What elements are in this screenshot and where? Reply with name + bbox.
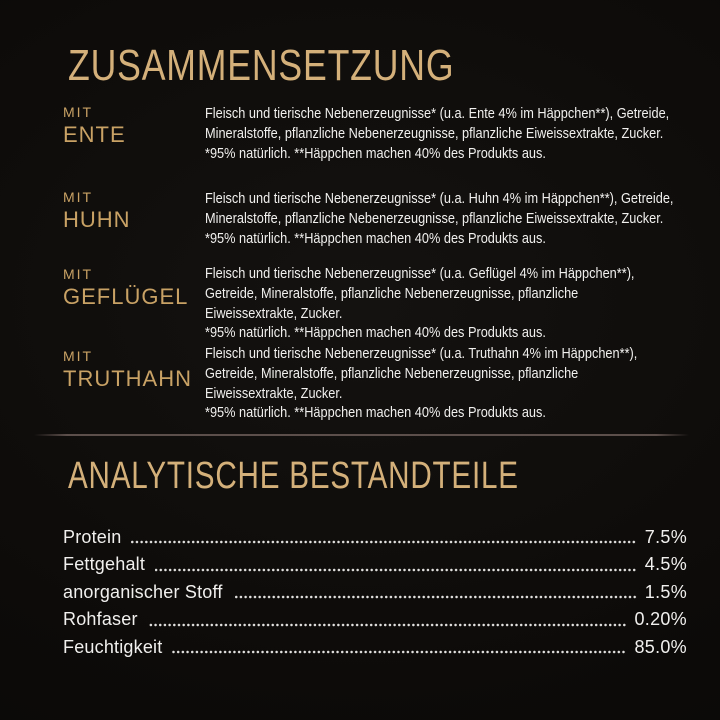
analysis-value: 4.5% xyxy=(644,554,687,575)
analysis-row xyxy=(63,551,687,578)
ingredients-line: Fleisch und tierische Nebenerzeugnisse* (u.a. Geflügel 4% im Häppchen**), xyxy=(205,265,635,282)
ingredients-line: Eiweissextrakte, Zucker. xyxy=(205,304,343,322)
analysis-row xyxy=(63,634,687,661)
ingredients-line: Fleisch und tierische Nebenerzeugnisse* (u.a. Ente 4% im Häppchen**), Getreide, xyxy=(205,105,670,122)
dot-leader xyxy=(131,539,636,551)
analysis-label: Fettgehalt xyxy=(63,554,146,575)
section-ingredients-truthahn xyxy=(205,344,698,423)
analysis-row xyxy=(63,524,687,551)
dot-leader xyxy=(148,622,627,634)
analysis-label: Protein xyxy=(63,527,122,547)
dot-leader xyxy=(233,594,637,606)
section-label-huhn xyxy=(63,190,131,232)
ingredients-footnote: *95% natürlich. **Häppchen machen 40% des Produkts aus. xyxy=(205,229,546,247)
dot-leader xyxy=(155,567,637,579)
ingredients-line: Fleisch und tierische Nebenerzeugnisse* (u.a. Huhn 4% im Häppchen**), Getreide, xyxy=(205,190,674,207)
section-prefix: MIT xyxy=(63,189,94,205)
section-prefix: MIT xyxy=(63,104,94,120)
ingredients-footnote: *95% natürlich. **Häppchen machen 40% des Produkts aus. xyxy=(205,144,546,162)
section-prefix: MIT xyxy=(63,348,94,364)
analysis-value: 1.5% xyxy=(644,581,687,602)
dot-leader xyxy=(172,649,626,661)
analysis-value: 85.0% xyxy=(634,636,687,657)
ingredients-line: Fleisch und tierische Nebenerzeugnisse* (u.a. Truthahn 4% im Häppchen**), xyxy=(205,345,638,362)
ingredients-line: Getreide, Mineralstoffe, pflanzliche Nebenerzeugnisse, pflanzliche xyxy=(205,364,579,382)
section-ingredients-ente xyxy=(205,104,698,163)
section-divider xyxy=(34,434,689,436)
ingredients-footnote: *95% natürlich. **Häppchen machen 40% des Produkts aus. xyxy=(205,324,546,342)
section-animal-name: TRUTHAHN xyxy=(63,366,192,391)
ingredients-footnote: *95% natürlich. **Häppchen machen 40% des Produkts aus. xyxy=(205,404,546,422)
section-animal-name: ENTE xyxy=(63,122,126,147)
analysis-row xyxy=(63,579,687,606)
section-animal-name: HUHN xyxy=(63,207,131,232)
section-animal-name: GEFLÜGEL xyxy=(63,284,189,309)
ingredients-line: Mineralstoffe, pflanzliche Nebenerzeugnisse, pflanzliche Eiweissextrakte, Zucker. xyxy=(205,124,664,142)
analysis-title: ANALYTISCHE BESTANDTEILE xyxy=(68,455,519,497)
section-ingredients-gefluegel xyxy=(205,264,698,343)
ingredients-line: Eiweissextrakte, Zucker. xyxy=(205,384,343,402)
section-prefix: MIT xyxy=(63,266,94,282)
ingredients-line: Mineralstoffe, pflanzliche Nebenerzeugnisse, pflanzliche Eiweissextrakte, Zucker. xyxy=(205,209,664,227)
analysis-value: 7.5% xyxy=(644,527,687,547)
analysis-table xyxy=(63,524,687,661)
analysis-label: Feuchtigkeit xyxy=(63,636,163,657)
section-label-truthahn xyxy=(63,349,192,391)
composition-title: ZUSAMMENSETZUNG xyxy=(68,41,455,90)
analysis-row xyxy=(63,606,687,633)
section-label-gefluegel xyxy=(63,267,188,309)
section-ingredients-huhn xyxy=(205,189,698,248)
section-label-ente xyxy=(63,105,126,147)
analysis-label: anorganischer Stoff xyxy=(63,581,223,602)
analysis-value: 0.20% xyxy=(634,609,687,630)
analysis-label: Rohfaser xyxy=(63,609,138,630)
ingredients-line: Getreide, Mineralstoffe, pflanzliche Nebenerzeugnisse, pflanzliche xyxy=(205,284,579,302)
